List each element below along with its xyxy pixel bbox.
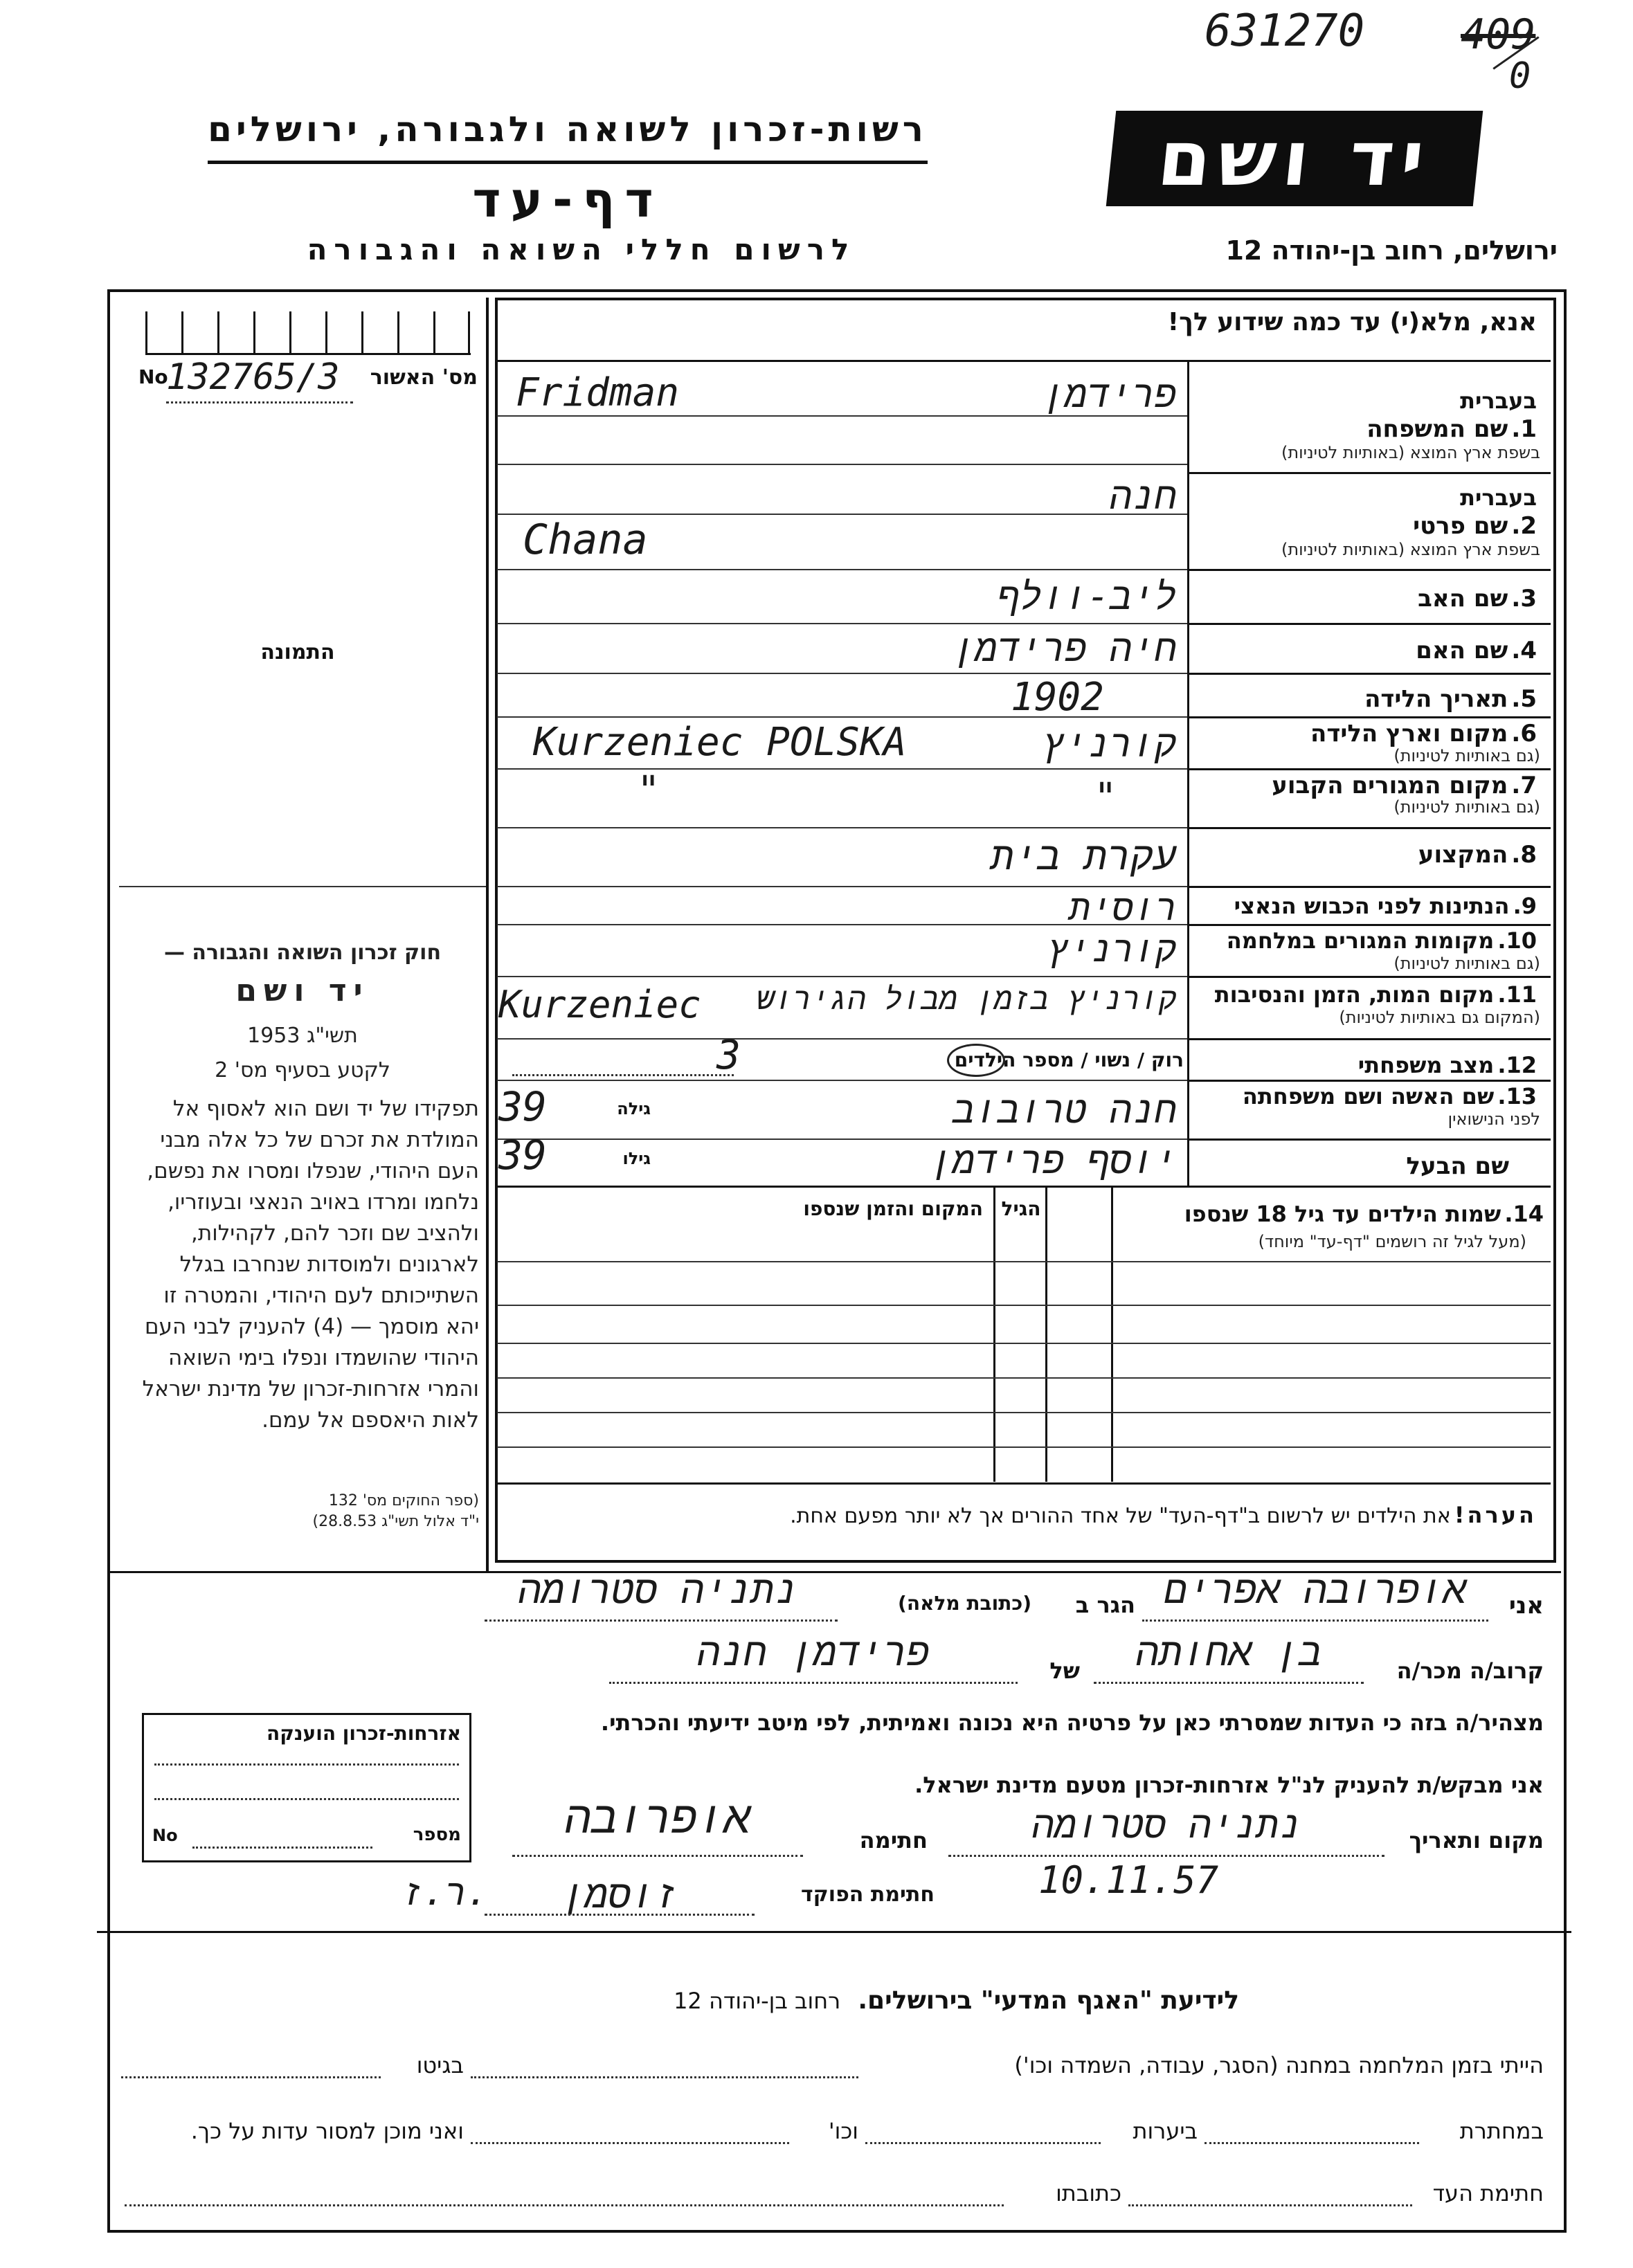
form-title: דף-עד: [472, 172, 663, 228]
field-1-label-row: 1. שם המשפחה: [1366, 415, 1537, 443]
footer-address: רחוב בן-יהודה 12: [674, 1988, 841, 2014]
field-13-label: שם האשה ושם משפחתה: [1242, 1083, 1495, 1109]
footer-title-row: [526, 1986, 1239, 2015]
law-title: חוק זכרון השואה והגבורה —: [163, 941, 442, 965]
approval-dots: [166, 401, 353, 403]
field-4-label-row: 4. שם האם: [1416, 637, 1537, 664]
children-bottom-line: [497, 1482, 1551, 1485]
residence-latin: ": [637, 768, 660, 813]
children-sub: (מעל לגיל זה רושמים "דף-עד" מיוחד): [1258, 1232, 1526, 1251]
birth-place-latin: Kurzeniec POLSKA: [533, 720, 907, 765]
citizenship-box-no: No: [152, 1826, 178, 1845]
label-sep-5: [1187, 716, 1551, 718]
val-sep-7: [497, 827, 1187, 828]
field-11-sub: (המקום גם באותיות לטיניות): [1339, 1008, 1540, 1027]
official-initials: ר.ז.: [402, 1872, 489, 1914]
child-row-5: [497, 1446, 1551, 1448]
surname-latin: Fridman: [516, 370, 680, 415]
relation-of-dots: [609, 1682, 1018, 1684]
field-1-lang: בעברית: [1460, 388, 1537, 414]
law-text: תפקידו של יד ושם הוא לאסוף אל המולדת את זכרם של כל אלה מבני העם היהודי, שנפלו ומסרו את נפשם, נלחמו ומרדו באויב הנאצי ובעוזריו, ולהציב שם וזכר להם, לקהילות, לארגונים ולמוסדות שנחרבו בגלל השתייכותם לעם היהודי, והמטרה זו יהא מוסמך — (4) להעניק לבני העם היהודי שהושמדו ונפלו בימי השואה והמרי אזרחות-זכרון של מדינת ישראל לאות היאספם אל עמם.: [142, 1096, 479, 1433]
footer-line2-dots-b: [865, 2142, 1101, 2144]
footer-line1-a: הייתי בזמן המלחמה במחנה (הסגר, עבודה, השמדה וכו'): [1014, 2052, 1544, 2078]
death-place-latin: Kurzeniec: [498, 983, 701, 1026]
field-13-sub: לפני הנישואין: [1447, 1109, 1540, 1129]
approval-label: מס' האשור: [370, 365, 478, 390]
field-5-label-row: 5. תאריך הלידה: [1364, 685, 1537, 713]
header-address: ירושלים, רחוב בן-יהודה 12: [1225, 235, 1558, 266]
photo-label: התמונה: [260, 640, 335, 664]
children-col-place: המקום והזמן שנספו: [803, 1197, 983, 1220]
field-10-label: מקומות המגורים במלחמה: [1226, 927, 1495, 954]
field-12-label-row: 12. מצב משפחתי: [1357, 1052, 1537, 1078]
form-subtitle: לרשום חללי השואה והגבורה: [307, 233, 856, 266]
field-6-label: מקום וארץ הלידה: [1310, 720, 1508, 747]
marital-status-options: רוק / נשוי / מספר הילדים: [954, 1049, 1184, 1071]
label-sep-9: [1187, 924, 1551, 926]
footer-line2-b: ביערות: [1133, 2118, 1198, 2144]
label-sep-4: [1187, 673, 1551, 675]
note-label: הערה!: [1454, 1502, 1537, 1528]
label-sep-10: [1187, 976, 1551, 978]
children-col-divider-3: [993, 1188, 995, 1482]
footer-line2-dots-a: [1205, 2142, 1419, 2144]
approval-tick-box: [145, 311, 471, 355]
approval-no: No: [138, 365, 168, 388]
husband-name: יוסף פרידמן: [930, 1138, 1177, 1182]
husband-age-label: גילו: [622, 1149, 651, 1168]
label-sep-2: [1187, 569, 1551, 571]
sidebar-logo: יד ושם: [235, 973, 370, 1008]
declarant-address-dots: [485, 1620, 838, 1622]
field-8-label-row: 8. המקצוע: [1418, 841, 1537, 869]
field-4-label: שם האם: [1416, 637, 1508, 664]
children-label: שמות הילדים עד גיל 18 שנספו: [1184, 1201, 1501, 1227]
relation-of: של: [1049, 1658, 1080, 1684]
label-sep-11: [1187, 1038, 1551, 1040]
footer-line1-dots-a: [471, 2076, 858, 2078]
val-sep-6: [497, 768, 1187, 770]
date-value: 10.11.57: [1038, 1858, 1219, 1902]
footer-line1-dots-b: [121, 2076, 381, 2078]
signature-dots: [512, 1855, 803, 1857]
field-11-label: מקום המות, הזמן והנסיבות: [1214, 981, 1495, 1008]
declarant-ani: אני: [1508, 1592, 1544, 1620]
field-2-label: שם פרטי: [1413, 512, 1508, 540]
married-circle: [947, 1044, 1005, 1077]
intro-text: אנא, מלא(י) עד כמה שידוע לך!: [1167, 308, 1537, 336]
footer-line2-d: ואני מוכן למסור עדות על כך.: [190, 2118, 464, 2144]
mother-name: חיה פרידמן: [952, 626, 1177, 670]
note-row: [505, 1502, 1537, 1528]
field-9-label: הנתינות לפני הכבוש הנאצי: [1234, 893, 1510, 919]
field-7-sub: (גם באותיות לטיניות): [1393, 797, 1540, 817]
children-col-divider-2: [1045, 1188, 1047, 1482]
field-13-label-row: 13. שם האשה ושם משפחתה: [1242, 1083, 1537, 1109]
declarant-address: נתניה סטרומה: [518, 1568, 797, 1613]
val-sep-3: [497, 623, 1187, 624]
approval-number: 132765/3: [166, 356, 340, 398]
wife-age-label: גילה: [617, 1099, 651, 1118]
label-sep-1: [1187, 472, 1551, 474]
official-signature-label: חתימת הפוקד: [801, 1883, 935, 1907]
place-date-label: מקום ותאריך: [1409, 1827, 1544, 1853]
request-text: אני מבקש/ת להעניק לנ"ל אזרחות-זכרון מטעם מדינת ישראל.: [914, 1772, 1544, 1798]
children-col-age: הגיל: [1001, 1197, 1041, 1220]
authority-line: רשות-זכרון לשואה ולגבורה, ירושלים: [208, 109, 928, 149]
footer-separator: [97, 1931, 1571, 1933]
label-sep-13: [1187, 1138, 1551, 1141]
field-3-label: שם האב: [1418, 585, 1508, 613]
footer-line2-c: וכו': [828, 2118, 858, 2144]
val-sep-4: [497, 673, 1187, 674]
place-date-dots: [948, 1855, 1384, 1857]
place-value: נתניה סטרומה: [1031, 1803, 1301, 1847]
signature-value: אופרובה: [564, 1793, 751, 1844]
yad-vashem-logo: [1106, 111, 1483, 206]
footer-line3-dots-b: [125, 2204, 1004, 2206]
birth-date: 1902: [1011, 675, 1104, 720]
field-2-label-row: 2. שם פרטי: [1413, 512, 1537, 540]
field-6-sub: (גם באותיות לטיניות): [1393, 746, 1540, 765]
footer-line1-b: בגיטו: [416, 2052, 464, 2078]
field-8-label: המקצוע: [1418, 841, 1508, 869]
declaration-text: מצהיר/ה בזה כי העדות שמסרתי כאן על פרטיה היא נכונה ואמיתית, לפי מיטב ידיעתי והכרתי.: [600, 1709, 1544, 1736]
child-row-2: [497, 1343, 1551, 1344]
field-2-sub: בשפת ארץ המוצא (באותיות לטיניות): [1281, 540, 1540, 559]
val-sep-10: [497, 976, 1187, 977]
marital-dots: [512, 1074, 734, 1076]
law-ref-2: י"ד אלול תשי"ג 28.8.53): [312, 1513, 479, 1530]
residence-hebrew: ": [1094, 775, 1117, 820]
footer-line3-a: חתימת העד: [1432, 2180, 1544, 2206]
official-dots: [485, 1914, 755, 1916]
death-place-circumstances: קורניץ בזמן מבול הגירוש: [756, 981, 1177, 1017]
signature-label: חתימה: [859, 1827, 928, 1853]
label-sep-3: [1187, 623, 1551, 625]
law-year: תשי"ג 1953: [247, 1024, 358, 1048]
field-1-label: שם המשפחה: [1366, 415, 1508, 443]
field-10-sub: (גם באותיות לטיניות): [1393, 954, 1540, 973]
father-name: ליב-וולף: [997, 574, 1177, 618]
archive-number: 631270: [1205, 6, 1365, 57]
field-9-label-row: 9. הנתינות לפני הכבוש הנאצי: [1234, 893, 1537, 919]
intro-separator: [497, 360, 1551, 362]
label-column-divider: [1187, 362, 1189, 1186]
field-5-label: תאריך הלידה: [1364, 685, 1508, 713]
child-row-4: [497, 1412, 1551, 1413]
relation-dots: [1094, 1682, 1364, 1684]
children-top-line: [497, 1186, 1551, 1188]
child-row-3: [497, 1377, 1551, 1379]
label-sep-6: [1187, 768, 1551, 770]
footer-line3-b: כתובתו: [1056, 2180, 1121, 2206]
field-12-label: מצב משפחתי: [1357, 1052, 1495, 1078]
wife-age: 39: [498, 1083, 547, 1130]
logo-text: יד ושם: [1153, 114, 1436, 203]
field-2-lang: בעברית: [1460, 484, 1537, 511]
archive-fraction: 0: [1509, 55, 1531, 97]
surname-hebrew: פרידמן: [1042, 372, 1177, 416]
field-1-sub: בשפת ארץ המוצא (באותיות לטיניות): [1281, 443, 1540, 462]
val-sep-12: [497, 1080, 1187, 1081]
val-sep-11: [497, 1038, 1187, 1040]
field-10-label-row: 10. מקומות המגורים במלחמה: [1226, 927, 1537, 954]
relation-of-name: פרידמן חנה: [696, 1630, 930, 1675]
children-header-line: [497, 1261, 1551, 1262]
field-6-label-row: 6. מקום וארץ הלידה: [1310, 720, 1537, 747]
relation-value: בן אחותה: [1135, 1630, 1322, 1675]
declarant-name-dots: [1142, 1620, 1488, 1622]
law-ref-1: (ספר החוקים מס' 132: [328, 1492, 479, 1509]
declarant-name: אופרובה אפרים: [1164, 1568, 1467, 1613]
label-sep-12: [1187, 1080, 1551, 1082]
label-sep-7: [1187, 827, 1551, 829]
citizenship-box-title: אזרחות-זכרון הוענקה: [267, 1722, 461, 1745]
header-underline: [208, 161, 928, 164]
footer-line3-dots-a: [1128, 2204, 1412, 2206]
declarant-full-address: (כתובת מלאה): [898, 1592, 1031, 1615]
field-3-label-row: 3. שם האב: [1418, 585, 1537, 613]
child-row-1: [497, 1305, 1551, 1306]
husband-label: שם הבעל: [1406, 1152, 1509, 1180]
field-7-label: מקום המגורים הקבוע: [1272, 772, 1508, 799]
photo-separator: [119, 886, 486, 887]
relation-label: קרוב/ה מכר/ה: [1396, 1658, 1544, 1684]
children-col-divider-1: [1111, 1188, 1113, 1482]
footer-line2-dots-c: [471, 2142, 789, 2144]
given-name-hebrew: חנה: [1109, 474, 1177, 518]
official-signature: זוסמן: [561, 1872, 678, 1917]
declarant-residing: הגר ב: [1075, 1592, 1135, 1618]
val-sep-2b: [497, 569, 1187, 570]
citizenship-box: [142, 1713, 471, 1862]
field-7-label-row: 7. מקום המגורים הקבוע: [1272, 772, 1537, 799]
birth-place-hebrew: קורניץ: [1042, 722, 1177, 765]
val-sep-1b: [497, 464, 1187, 465]
label-sep-8: [1187, 886, 1551, 888]
children-count: 3: [716, 1031, 741, 1078]
footer-title: לידיעת "האגף המדעי" בירושלים.: [858, 1986, 1239, 2015]
field-11-label-row: 11. מקום המות, הזמן והנסיבות: [1214, 981, 1537, 1008]
footer-line2-a: במחתרת: [1459, 2118, 1544, 2144]
children-label-row: 14. שמות הילדים עד גיל 18 שנספו: [1184, 1201, 1544, 1227]
profession: עקרת בית: [991, 834, 1177, 879]
given-name-latin: Chana: [523, 516, 648, 564]
husband-age: 39: [498, 1132, 547, 1179]
wife-maiden-name: חנה טרובוב: [952, 1088, 1177, 1132]
nationality: רוסית: [1068, 887, 1177, 929]
citizenship-box-number: מספר: [413, 1824, 461, 1845]
wartime-residence: קורניץ: [1047, 929, 1177, 970]
law-quote: לקטע בסעיף מס' 2: [215, 1058, 390, 1082]
archive-number-crossed: 409: [1461, 10, 1536, 59]
note-text: את הילדים יש לרשום ב"דף-העד" של אחד ההורים אך לא יותר מפעם אחת.: [790, 1504, 1451, 1528]
